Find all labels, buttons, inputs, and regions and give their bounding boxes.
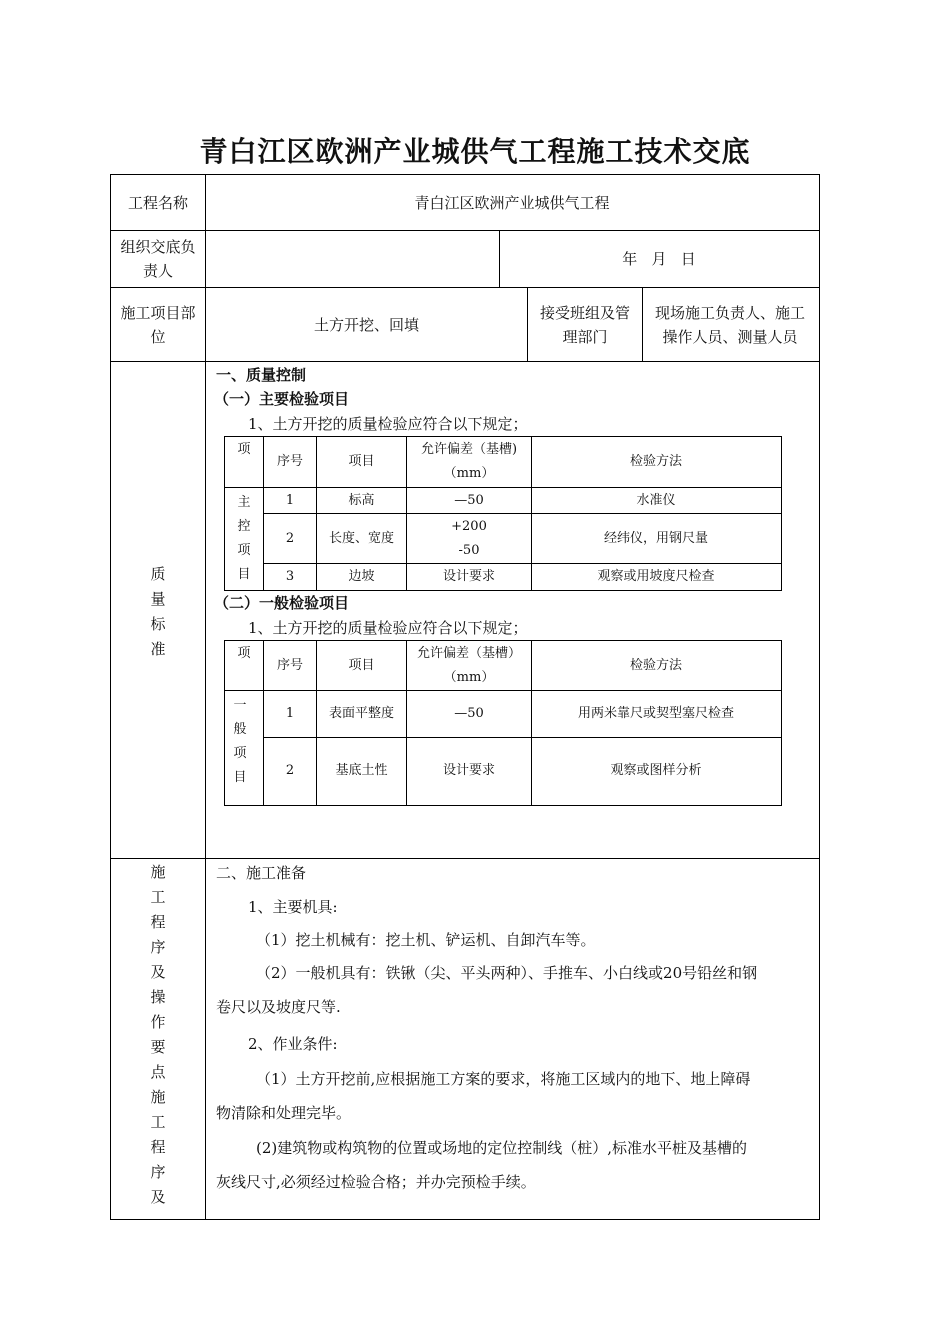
organizer-label: 组织交底负责人 [120, 238, 196, 280]
item-value: 土方开挖、回填 [313, 315, 419, 334]
col-method-header: 检验方法 [629, 454, 682, 469]
procedure-label: 施工程序及操作要点施工程序及 [150, 863, 166, 1206]
procedure-p3a: （2）一般机具有：铁锹（尖、平头两种）、手推车、小白线或20号铅丝和钢 [256, 964, 758, 982]
project-name-label: 工程名称 [127, 193, 188, 212]
table-cell: —50 [454, 706, 484, 721]
table-cell: 1 [285, 706, 295, 721]
procedure-p4: 2、作业条件: [248, 1035, 338, 1053]
row-divider [110, 361, 819, 362]
column-divider [642, 287, 643, 361]
procedure-p2: （1）挖土机械有：挖土机、铲运机、自卸汽车等。 [256, 931, 596, 949]
col-tolerance-header: 允许偏差（基槽）（mm） [416, 645, 521, 685]
document-title: 青白江区欧洲产业城供气工程施工技术交底 [199, 135, 751, 168]
table-cell: 标高 [348, 492, 375, 508]
general-items-heading: （二）一般检验项目 [214, 594, 350, 612]
table-cell: 设计要求 [442, 763, 495, 778]
table-cell: 1 [285, 492, 295, 508]
col-tolerance-header: 允许偏差（基槽)（mm） [420, 442, 518, 481]
main-group-label: 主控项目 [237, 494, 251, 582]
table-cell: 基底土性 [335, 763, 388, 778]
procedure-p5a: （1）土方开挖前,应根据施工方案的要求，将施工区域内的地下、地上障碍 [256, 1070, 751, 1088]
quality-heading: 一、质量控制 [216, 366, 307, 384]
item-label: 施工项目部位 [120, 303, 196, 346]
main-items-rule: 1、土方开挖的质量检验应符合以下规定； [248, 415, 528, 433]
table-cell: 2 [285, 763, 295, 778]
date-field: 年 月 日 [622, 250, 696, 268]
general-items-rule: 1、土方开挖的质量检验应符合以下规定； [248, 619, 528, 637]
col-item-header: 项 [237, 442, 251, 457]
table-cell: 长度、宽度 [328, 530, 394, 546]
table-cell: 2 [285, 530, 295, 546]
table-cell: 3 [285, 568, 295, 584]
table-cell: 边坡 [348, 568, 375, 584]
main-items-heading: （一）主要检验项目 [214, 390, 350, 408]
receiver-value: 现场施工负责人、施工操作人员、测量人员 [654, 303, 805, 346]
col-item-header: 项 [237, 646, 251, 661]
col-no-header: 序号 [276, 657, 303, 673]
procedure-p6b: 灰线尺寸,必须经过检验合格；并办完预检手续。 [216, 1173, 536, 1191]
procedure-p5b: 物清除和处理完毕。 [216, 1104, 352, 1122]
col-no-header: 序号 [276, 454, 303, 469]
procedure-p3b: 卷尺以及坡度尺等. [216, 998, 341, 1016]
column-divider [527, 287, 528, 361]
table-cell: 用两米靠尺或契型塞尺检查 [577, 706, 734, 721]
table-cell: 水准仪 [636, 492, 676, 508]
general-group-label: 一般项目 [233, 697, 247, 785]
table-cell: +200 -50 [451, 518, 487, 558]
table-cell: 经纬仪，用钢尺量 [603, 530, 708, 546]
table-cell: 设计要求 [442, 568, 495, 584]
col-method-header: 检验方法 [629, 657, 682, 673]
col-name-header: 项目 [348, 454, 375, 469]
table-cell: 观察或用坡度尺检查 [597, 568, 715, 584]
project-name-value: 青白江区欧洲产业城供气工程 [414, 193, 610, 212]
table-cell: 表面平整度 [328, 706, 394, 721]
table-cell: —50 [454, 492, 484, 508]
procedure-p6a: (2)建筑物或构筑物的位置或场地的定位控制线（桩）,标准水平桩及基槽的 [256, 1139, 748, 1157]
table-cell: 观察或图样分析 [610, 763, 702, 778]
quality-standard-label: 质量标准 [150, 565, 166, 658]
col-name-header: 项目 [348, 657, 375, 673]
procedure-heading: 二、施工准备 [216, 864, 307, 882]
receiver-label: 接受班组及管理部门 [539, 303, 630, 346]
procedure-p1: 1、主要机具: [248, 898, 338, 916]
